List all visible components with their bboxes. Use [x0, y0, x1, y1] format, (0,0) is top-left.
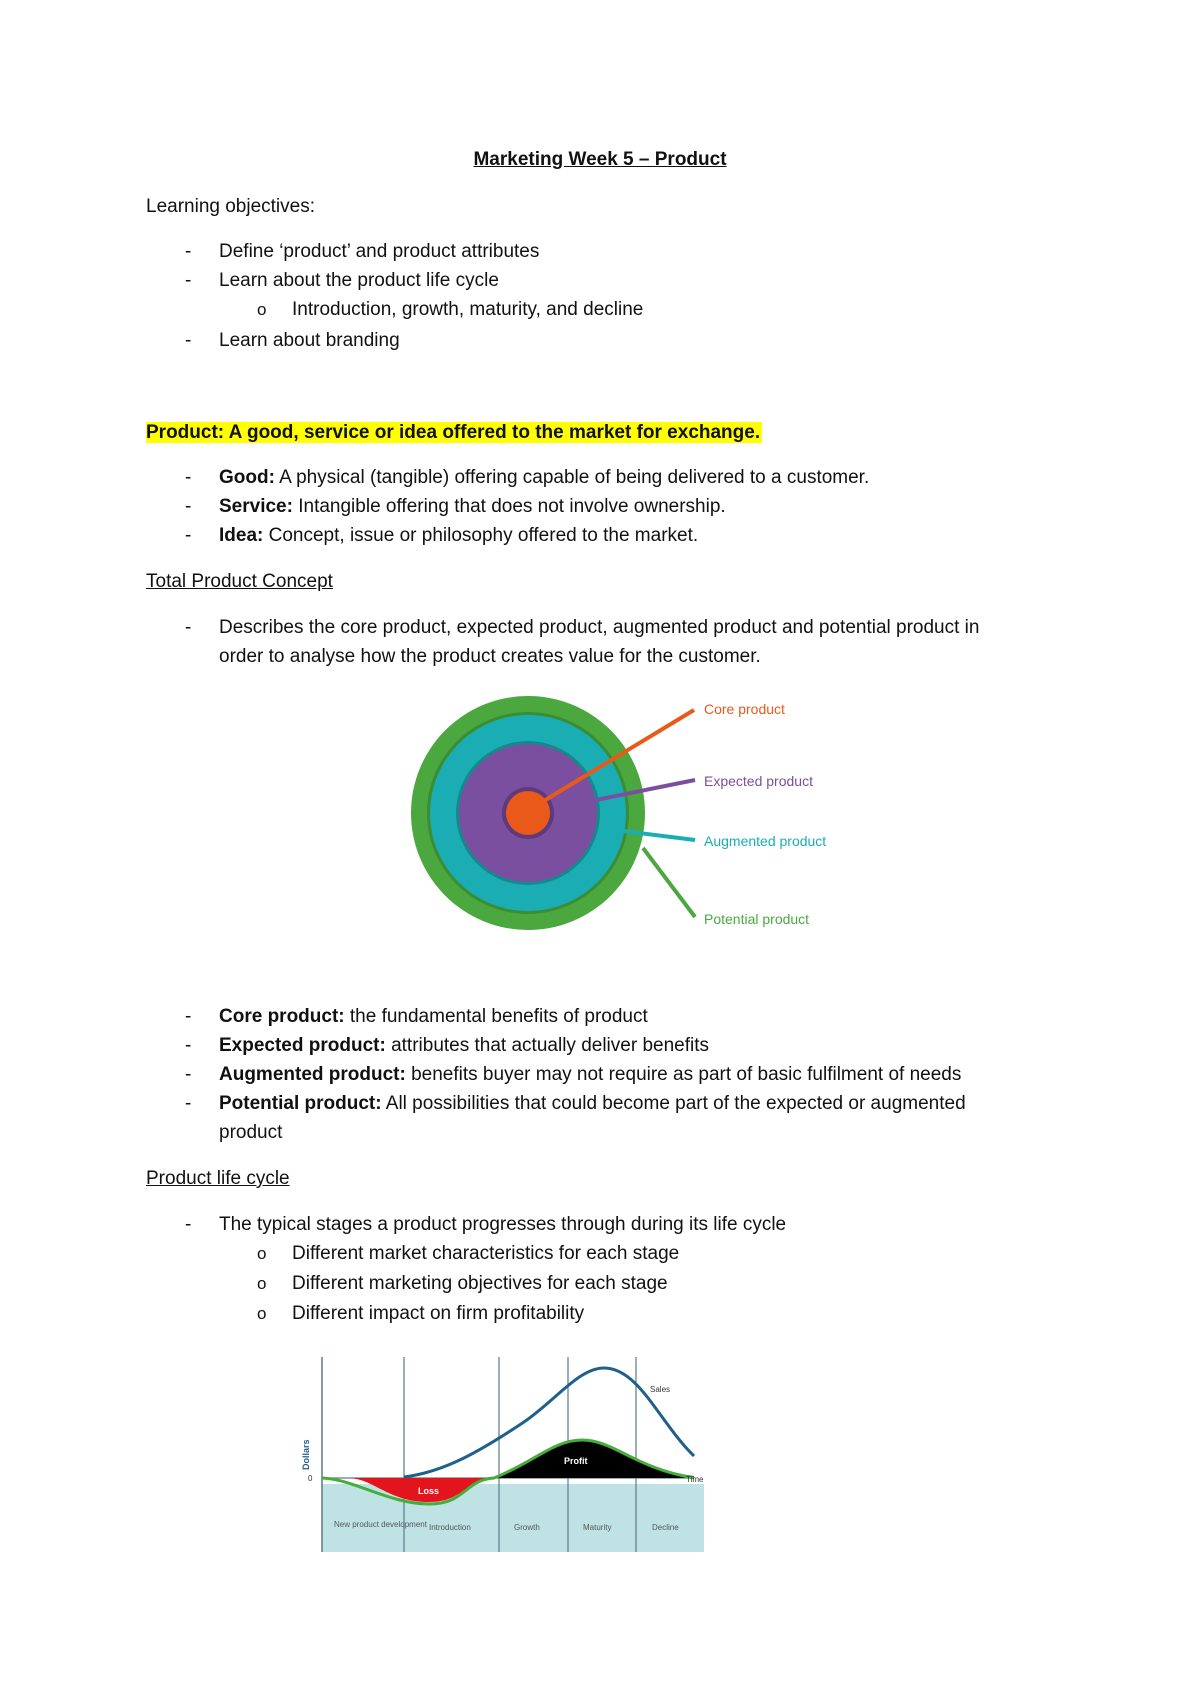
product-type-service: [219, 495, 726, 519]
bullet-dash: -: [185, 617, 192, 638]
total-product-heading: Total Product Concept: [146, 571, 333, 592]
bullet-dash: -: [185, 1035, 192, 1056]
sales-label: Sales: [650, 1385, 671, 1394]
total-product-desc-1: Describes the core product, expected product, augmented product and potential product in: [219, 617, 980, 638]
term-text: Intangible offering that does not involve ownership.: [292, 496, 726, 517]
potential-leader-line: [643, 848, 695, 917]
total-product-diagram: [400, 680, 840, 940]
term-text: attributes that actually deliver benefits: [385, 1035, 709, 1056]
product-level-augmented: [219, 1063, 961, 1087]
objective-item: Learn about the product life cycle: [219, 270, 499, 291]
bullet-dash: -: [185, 525, 192, 546]
life-cycle-sub: Different impact on firm profitability: [292, 1303, 585, 1324]
stage-label: Maturity: [583, 1523, 612, 1532]
expected-label: Expected product: [704, 773, 813, 789]
product-definition: [146, 421, 762, 445]
bullet-dash: -: [185, 1064, 192, 1085]
bullet-dash: -: [185, 496, 192, 517]
stage-label: Decline: [652, 1523, 679, 1532]
term-text: benefits buyer may not require as part of basic fulfilment of needs: [405, 1064, 962, 1085]
term: Potential product:: [219, 1093, 382, 1114]
term: Core product:: [219, 1006, 345, 1027]
time-label: Time: [686, 1475, 704, 1484]
term-text: A physical (tangible) offering capable of being delivered to a customer.: [274, 467, 870, 488]
learning-objectives-heading: Learning objectives:: [146, 196, 315, 217]
life-cycle-heading: Product life cycle: [146, 1168, 290, 1189]
bullet-dash: -: [185, 241, 192, 262]
bullet-dash: -: [185, 1214, 192, 1235]
highlighted-definition: Product: A good, service or idea offered to the market for exchange.: [146, 422, 761, 443]
life-cycle-chart: [294, 1352, 714, 1552]
term: Idea:: [219, 525, 264, 546]
term: Augmented product:: [219, 1064, 406, 1085]
bullet-dash: -: [185, 467, 192, 488]
objective-item: Define ‘product’ and product attributes: [219, 241, 540, 262]
core-circle: [506, 791, 550, 835]
page-title: Marketing Week 5 – Product: [473, 149, 727, 170]
profit-label: Profit: [564, 1456, 588, 1466]
potential-label: Potential product: [704, 911, 810, 927]
y-axis-label: Dollars: [301, 1439, 311, 1470]
total-product-desc-2: order to analyse how the product creates value for the customer.: [219, 646, 761, 667]
product-level-expected: [219, 1034, 709, 1058]
product-type-good: [219, 466, 869, 490]
bullet-dash: -: [185, 1093, 192, 1114]
stage-label: New product development: [334, 1520, 427, 1529]
bullet-dash: -: [185, 330, 192, 351]
life-cycle-sub: Different marketing objectives for each stage: [292, 1273, 668, 1294]
term-text: the fundamental benefits of product: [344, 1006, 648, 1027]
life-cycle-sub: Different market characteristics for each stage: [292, 1243, 680, 1264]
product-level-potential: [219, 1092, 966, 1116]
product-level-core: [219, 1005, 648, 1029]
bullet-dash: -: [185, 1006, 192, 1027]
product-level-potential-cont: product: [219, 1122, 283, 1143]
objective-subitem: Introduction, growth, maturity, and decline: [292, 299, 644, 320]
zero-label: 0: [308, 1474, 313, 1483]
term: Service:: [219, 496, 293, 517]
bullet-o: o: [257, 1274, 267, 1293]
core-label: Core product: [704, 701, 785, 717]
augmented-label: Augmented product: [704, 833, 827, 849]
objective-item: Learn about branding: [219, 330, 400, 351]
bullet-o: o: [257, 300, 267, 319]
term: Expected product:: [219, 1035, 386, 1056]
life-cycle-desc: The typical stages a product progresses through during its life cycle: [219, 1214, 787, 1235]
bullet-o: o: [257, 1304, 267, 1323]
bullet-o: o: [257, 1244, 267, 1263]
product-type-idea: [219, 524, 698, 548]
bullet-dash: -: [185, 270, 192, 291]
stage-label: Introduction: [429, 1523, 471, 1532]
term-text: Concept, issue or philosophy offered to the market.: [263, 525, 699, 546]
loss-label: Loss: [418, 1486, 440, 1496]
term: Good:: [219, 467, 275, 488]
term-text: All possibilities that could become part of the expected or augmented: [381, 1093, 966, 1114]
stage-label: Growth: [514, 1523, 540, 1532]
